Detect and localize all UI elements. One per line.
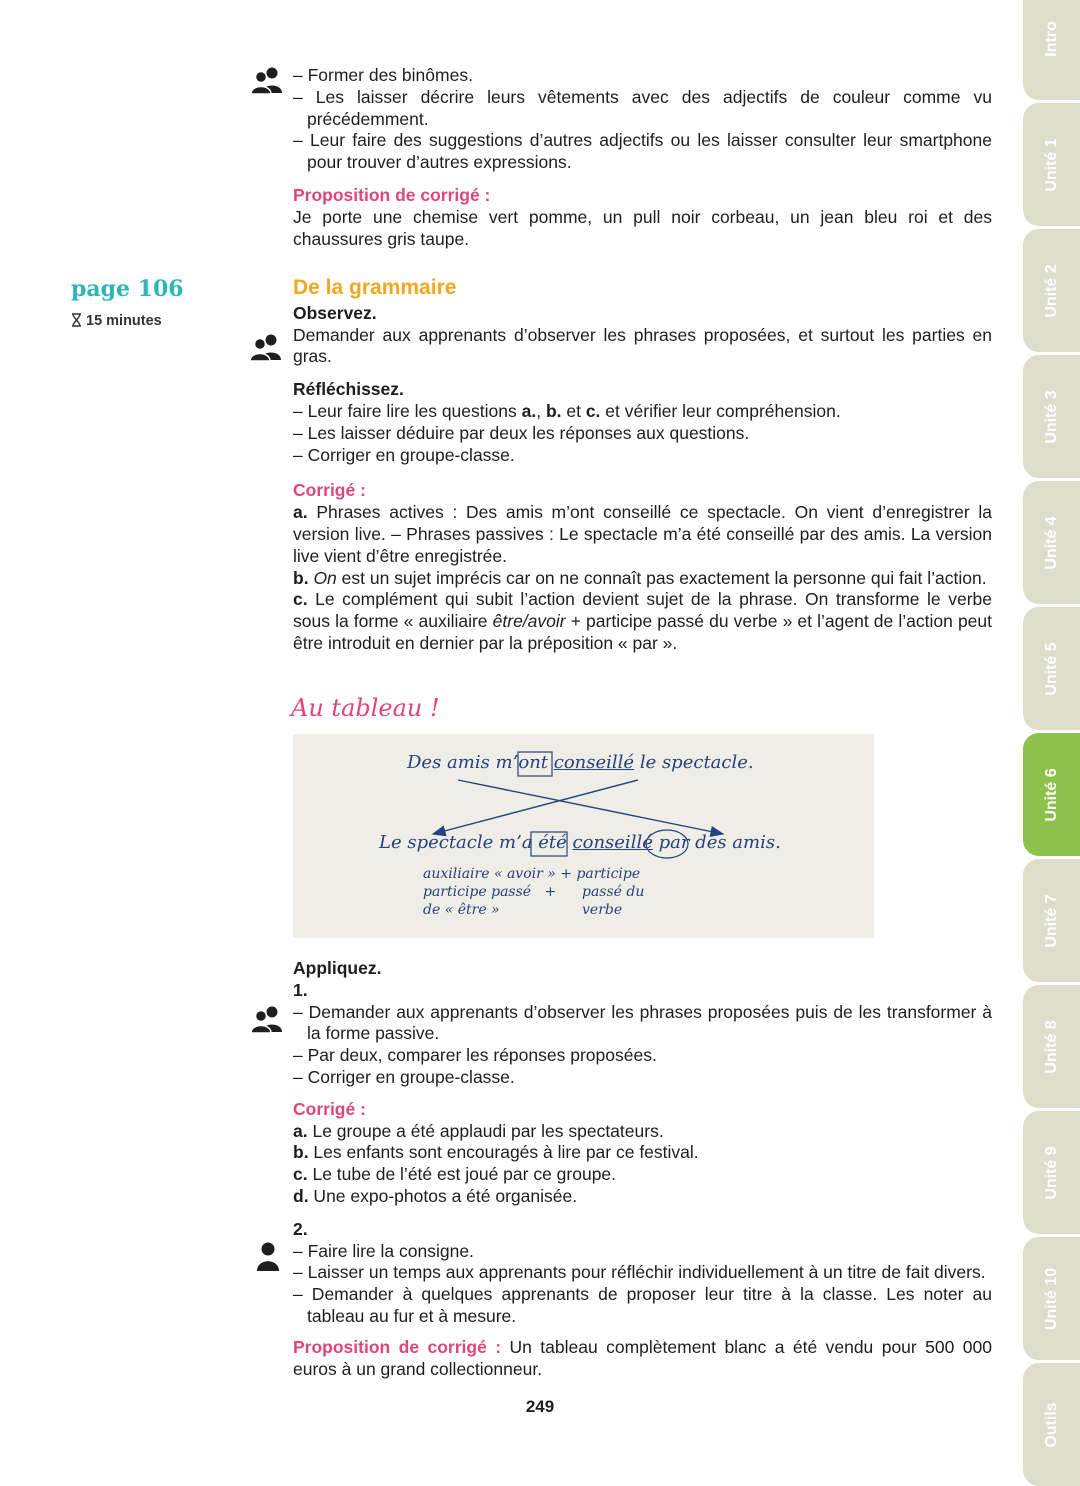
- list-item: – Corriger en groupe-classe.: [293, 444, 515, 465]
- individual-work-icon: [256, 1241, 280, 1271]
- corrige-label: Corrigé :: [293, 480, 366, 501]
- tab-label: Unité 6: [1042, 767, 1060, 822]
- page-reference: page 106: [71, 276, 184, 302]
- letter: d.: [293, 1185, 309, 1206]
- chalkboard: [293, 734, 874, 938]
- tab-unite-2[interactable]: [1023, 229, 1080, 352]
- pair-work-icon: [250, 333, 284, 361]
- list-item: – Les laisser déduire par deux les réponses aux questions.: [293, 422, 750, 443]
- tab-label: Unité 7: [1042, 893, 1060, 948]
- passive-sentence: [379, 832, 781, 853]
- list-item: – Leur faire des suggestions d’autres adjectifs ou les laisser consulter leur smartphone pour trouver d’autres expressions.: [293, 130, 992, 173]
- pair-work-icon: [251, 66, 285, 94]
- tab-unite-5[interactable]: [1023, 607, 1080, 730]
- answer: [293, 1142, 992, 1164]
- letter: a.: [293, 502, 308, 523]
- active-sentence: [407, 752, 754, 773]
- text: Le tube de l’été est joué par ce groupe.: [307, 1164, 617, 1185]
- text: Phrases actives : Des amis m’ont conseillé ce spectacle. On vient d’enregistrer la version live. – Phrases passives : Le spectacle m’a été conseillé par des amis. La version live vient d’être enregistrée.: [293, 502, 992, 566]
- pair-work-icon: [251, 1005, 285, 1033]
- list-item: – Former des binômes.: [293, 65, 473, 85]
- text: le spectacle.: [634, 752, 754, 773]
- corrige-label: Corrigé :: [293, 1098, 366, 1119]
- answer: [293, 1186, 992, 1208]
- boxed-word: ont: [518, 752, 549, 773]
- observez-text: Demander aux apprenants d’observer les phrases proposées, et surtout les parties en gras.: [293, 324, 992, 367]
- letter: b.: [293, 567, 309, 588]
- appliquez-section: [293, 958, 992, 1380]
- tab-label: Unité 10: [1042, 1267, 1060, 1330]
- underlined-word: conseillé: [572, 832, 653, 853]
- tab-label: Intro: [1042, 20, 1060, 57]
- tab-label: Unité 1: [1042, 137, 1060, 192]
- text: On: [313, 567, 337, 588]
- text: est un sujet imprécis car on ne connaît pas exactement la personne qui fait l’action.: [336, 567, 987, 588]
- note: participe passé: [423, 884, 532, 900]
- underlined-word: conseillé: [553, 752, 635, 773]
- tab-unite-3[interactable]: [1023, 355, 1080, 478]
- corrige-c: [293, 589, 992, 654]
- text: b.: [545, 400, 562, 421]
- list-item: – Demander aux apprenants d’observer les phrases proposées puis de les transformer à la forme passive.: [293, 1001, 992, 1044]
- tab-label: Unité 9: [1042, 1145, 1060, 1200]
- duration: [71, 313, 162, 329]
- text: Le groupe a été applaudi par les spectateurs.: [307, 1120, 664, 1141]
- proposition: [293, 1337, 992, 1381]
- circled-word: par: [658, 832, 690, 853]
- list-item: – Faire lire la consigne.: [293, 1240, 474, 1261]
- list-item: – Laisser un temps aux apprenants pour réfléchir individuellement à un titre de fait divers.: [293, 1262, 986, 1283]
- text: – Leur faire lire les questions: [293, 400, 522, 421]
- boxed-word: a été: [521, 832, 567, 853]
- text: a.: [521, 400, 537, 421]
- tab-label: Unité 4: [1042, 515, 1060, 570]
- text: Une expo-photos a été organisée.: [308, 1185, 578, 1206]
- tab-unite-6[interactable]: [1023, 733, 1080, 856]
- letter: b.: [293, 1142, 309, 1163]
- tab-label: Outils: [1042, 1401, 1060, 1448]
- note: passé du: [582, 884, 645, 900]
- text: Les enfants sont encouragés à lire par ce festival.: [308, 1142, 699, 1163]
- text: c.: [585, 400, 601, 421]
- board-title: Au tableau !: [291, 694, 440, 722]
- tab-unite-7[interactable]: [1023, 859, 1080, 982]
- text: Le spectacle m’: [379, 832, 522, 853]
- tab-label: Unité 8: [1042, 1019, 1060, 1074]
- tab-unite-10[interactable]: [1023, 1237, 1080, 1360]
- tab-unite-8[interactable]: [1023, 985, 1080, 1108]
- letter: c.: [293, 589, 308, 610]
- arrow: [433, 780, 638, 834]
- answer: [293, 1164, 992, 1186]
- tab-label: Unité 3: [1042, 389, 1060, 444]
- note: de « être »: [423, 902, 500, 918]
- proposition-label: Proposition de corrigé :: [293, 1336, 502, 1357]
- tab-unite-1[interactable]: [1023, 103, 1080, 226]
- tab-unite-4[interactable]: [1023, 481, 1080, 604]
- duration-text: 15 minutes: [86, 313, 162, 329]
- text: des amis.: [689, 832, 781, 853]
- tab-outils[interactable]: [1023, 1363, 1080, 1486]
- letter: c.: [293, 1164, 308, 1185]
- text: être/avoir: [492, 611, 566, 632]
- text: ,: [536, 400, 546, 421]
- arrow: [458, 780, 723, 834]
- corrige-b: [293, 568, 992, 590]
- corrige-a: [293, 502, 992, 567]
- item-number: 1.: [293, 979, 308, 1000]
- hourglass-icon: [71, 313, 82, 327]
- text: + participe passé du verbe » et l’agent de l’action peut être introduit en dernier par la préposition « par ».: [293, 611, 992, 653]
- list-item: [293, 401, 992, 423]
- tab-unite-9[interactable]: [1023, 1111, 1080, 1234]
- tab-intro[interactable]: [1023, 0, 1080, 100]
- list-item: – Les laisser décrire leurs vêtements avec des adjectifs de couleur comme vu précédemment.: [293, 86, 992, 129]
- text: et vérifier leur compréhension.: [600, 400, 841, 421]
- text: et: [561, 400, 586, 421]
- proposition-text: Je porte une chemise vert pomme, un pull noir corbeau, un jean bleu roi et des chaussures gris taupe.: [293, 206, 992, 249]
- tab-label: Unité 2: [1042, 263, 1060, 318]
- grammar-section: [293, 277, 992, 655]
- list-item: – Corriger en groupe-classe.: [293, 1066, 515, 1087]
- proposition-text: Un tableau complètement blanc a été vendu pour 500 000 euros à un grand collectionneur.: [293, 1336, 992, 1379]
- text: Le complément qui subit l’action devient sujet de la phrase. On transforme le verbe sous la forme « auxiliaire: [293, 589, 992, 632]
- note: +: [544, 884, 557, 900]
- text: Des amis m’: [407, 752, 519, 773]
- board-notes-right: [582, 883, 644, 919]
- unit-tabs: [1023, 0, 1080, 1465]
- page-number: 249: [525, 1397, 555, 1416]
- section-heading: De la grammaire: [293, 276, 457, 299]
- note: verbe: [582, 902, 623, 918]
- reflechissez-heading: Réfléchissez.: [293, 379, 404, 400]
- list-item: – Demander à quelques apprenants de proposer leur titre à la classe. Les noter au tableau au fur et à mesure.: [293, 1284, 992, 1326]
- list-item: – Par deux, comparer les réponses proposées.: [293, 1045, 657, 1066]
- top-section: [293, 65, 992, 250]
- answer: [293, 1121, 992, 1143]
- item-number: 2.: [293, 1218, 308, 1239]
- note: auxiliaire « avoir » + participe: [423, 866, 641, 882]
- observez-heading: Observez.: [293, 302, 377, 323]
- tab-label: Unité 5: [1042, 641, 1060, 696]
- letter: a.: [293, 1120, 308, 1141]
- proposition-label: Proposition de corrigé :: [293, 184, 491, 205]
- appliquez-heading: Appliquez.: [293, 958, 382, 978]
